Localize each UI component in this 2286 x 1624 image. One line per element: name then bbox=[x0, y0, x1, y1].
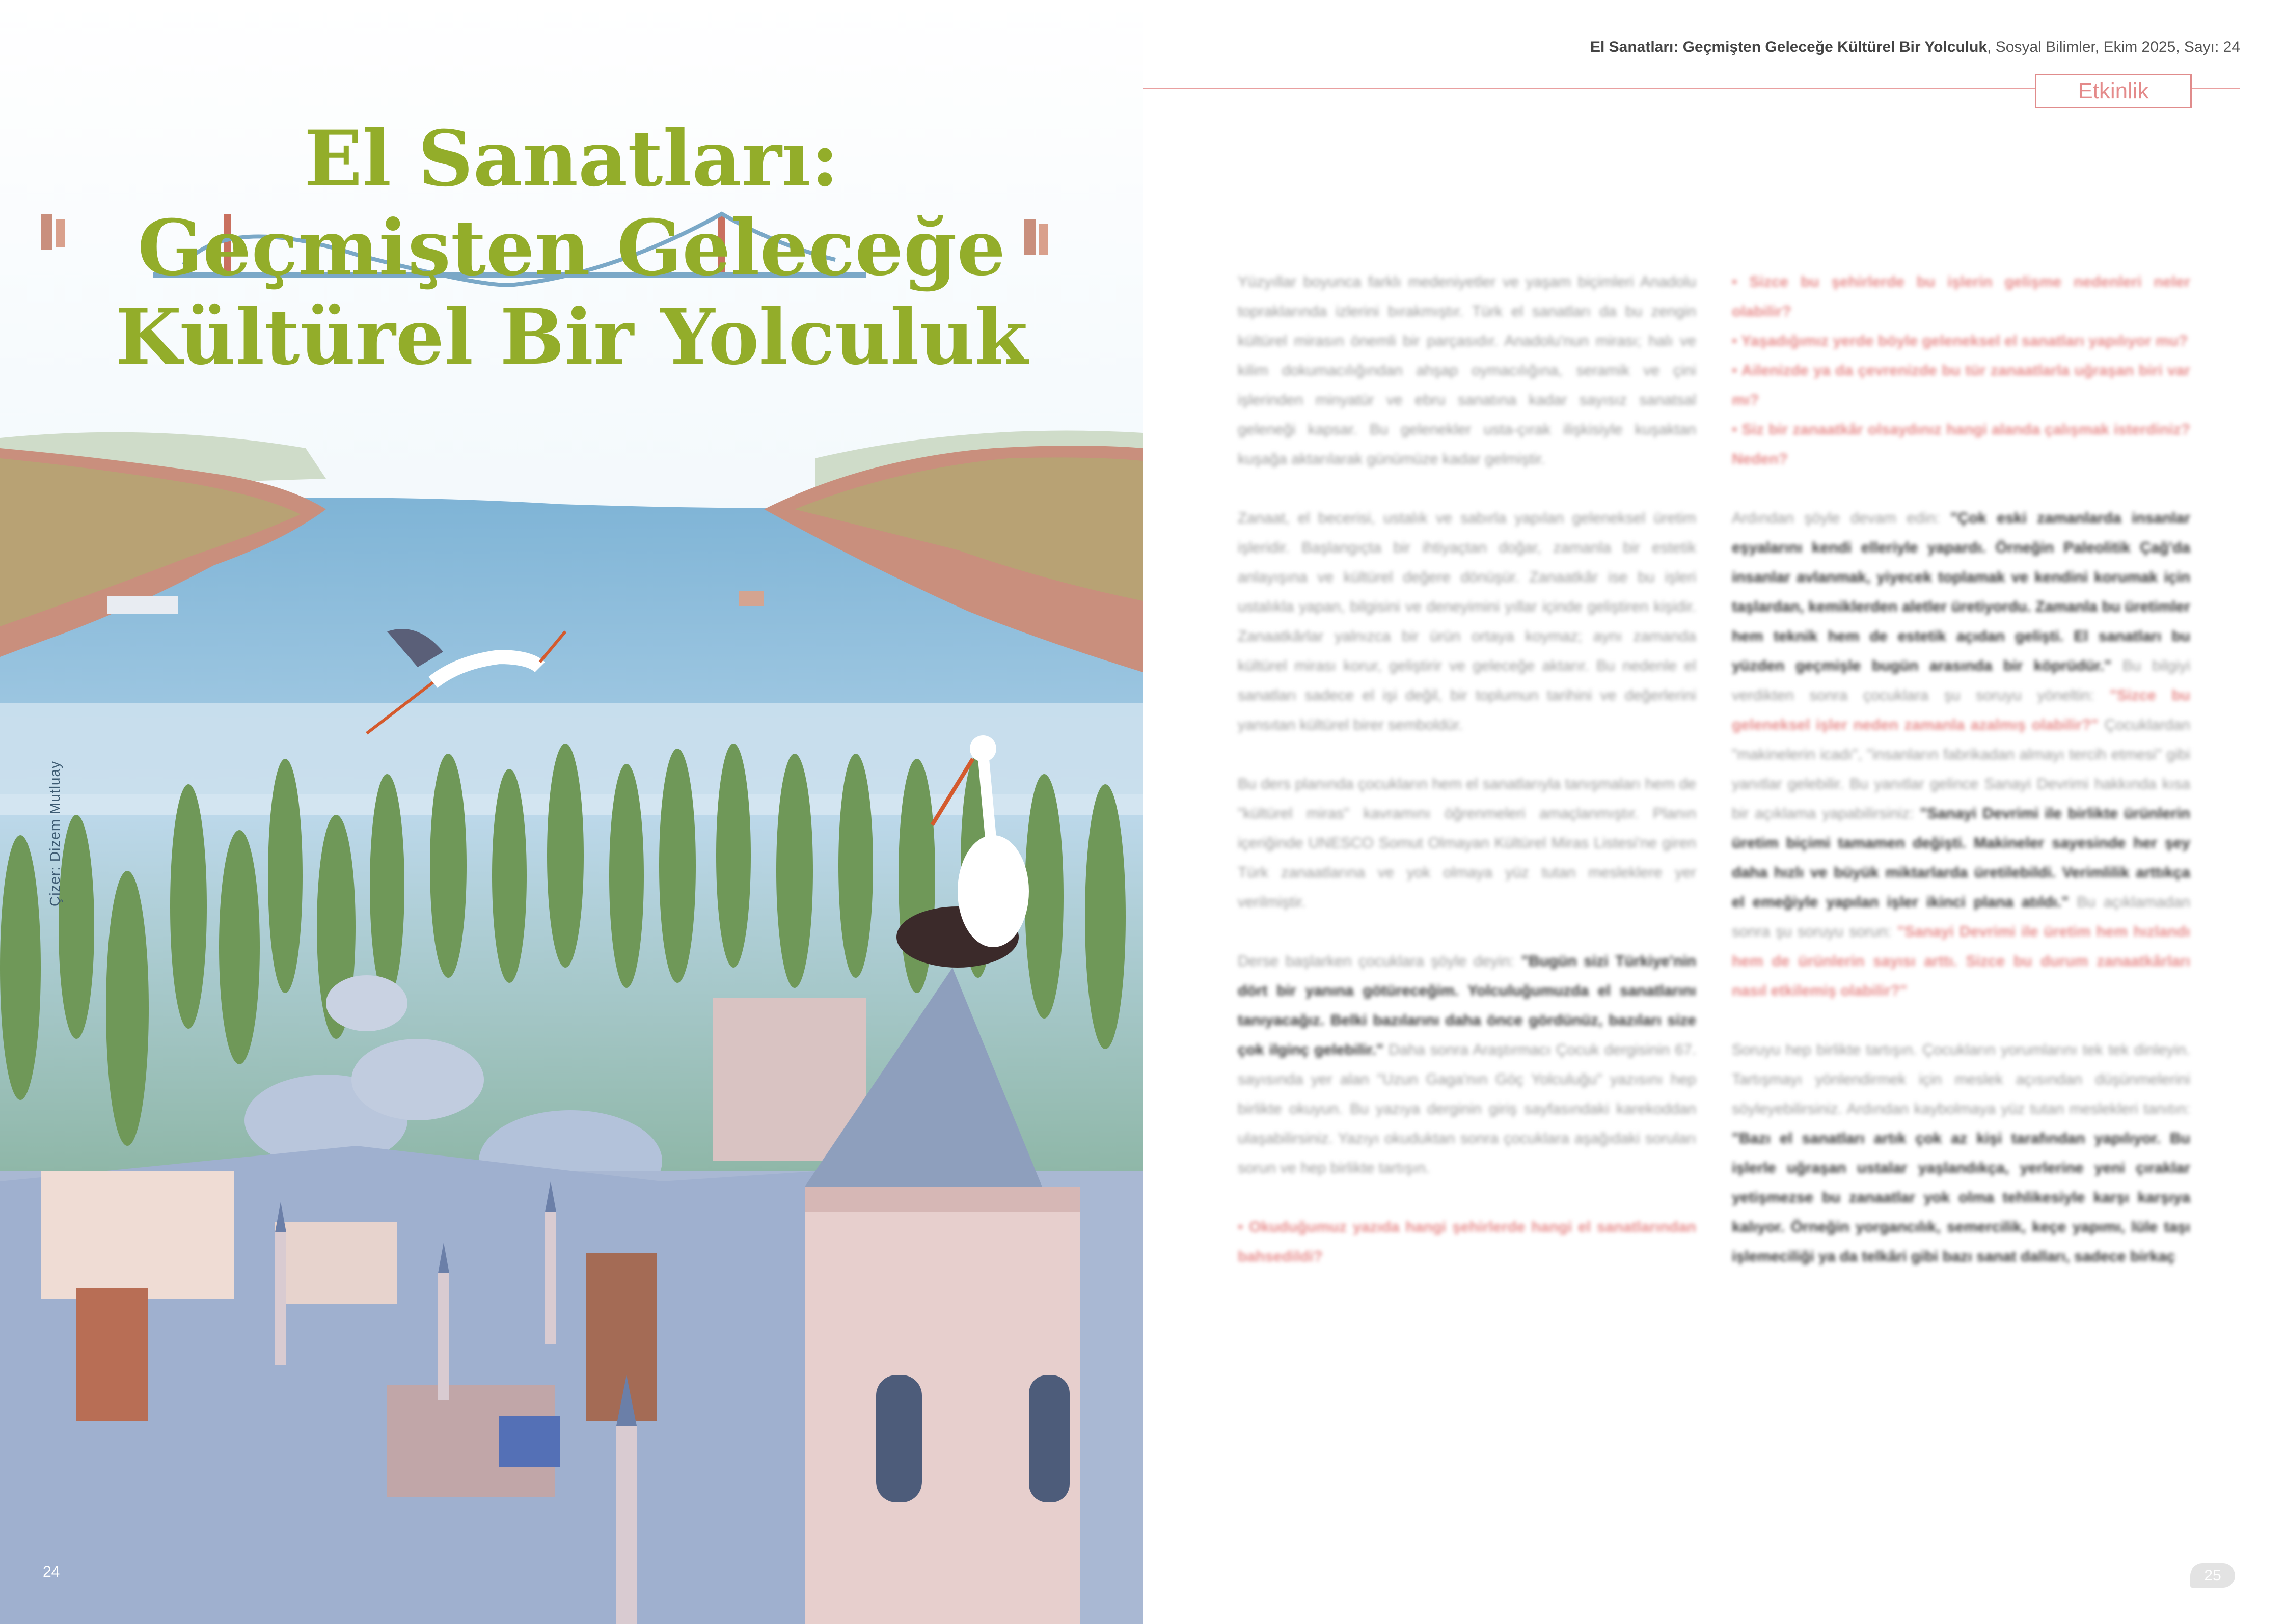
question-item: • Siz bir zanaatkâr olsaydınız hangi alanda çalışmak isterdiniz? Neden? bbox=[1732, 421, 2190, 467]
paragraph: Zanaat, el becerisi, ustalık ve sabırla yapılan geleneksel üretim işleridir. Başlangıçta bir ihtiyaçtan doğar, zamanla bir estetik anlayışına ve kültürel değere dönüşür. Zanaatkâr ise bu işleri ustalıkla yapan, bilgisini ve deneyimini yıllar içinde geliştiren kişidir. Zanaatkârlar yalnızca bir ürün ortaya koymaz; aynı zamanda kültürel mirası korur, geliştirir ve geleceğe aktarır. Bu nedenle el sanatları sadece el işi değil, bir toplumun tarihini ve değerlerini yansıtan kültürel birer semboldür. bbox=[1238, 510, 1696, 733]
title-line-2: Geçmişten Geleceğe bbox=[137, 203, 1006, 293]
title-line-1: El Sanatları: bbox=[304, 114, 839, 204]
paragraph-question: "Sanayi Devrimi ile üretim hem hızlandı hem de ürünlerin sayısı arttı. Sizce bu durum zanaatkârları nasıl etkilemiş olabilir?" bbox=[1732, 923, 2190, 999]
paragraph-quote: "Çok eski zamanlarda insanlar eşyalarını kendi elleriyle yapardı. Örneğin Paleolitik Çağ'da insanlar avlanmak, yiyecek toplamak ve kendini korumak için taşlardan, kemiklerden aletler üretiyordu. Zamanla bu üretimler hem teknik hem de estetik açıdan gelişti. El sanatları bu yüzden geçmişle bugün arasında bir köprüdür." bbox=[1732, 510, 2190, 674]
question-item: • Sizce bu şehirlerde bu işlerin gelişme nedenleri neler olabilir? bbox=[1732, 273, 2190, 320]
illustrator-credit: Çizer: Dizem Mutluay bbox=[47, 760, 63, 906]
question-item: • Ailenizde ya da çevrenizde bu tür zanaatlarla uğraşan biri var mı? bbox=[1732, 362, 2190, 408]
paragraph-text: Çocuklardan "makinelerin icadı", "insanların fabrikadan almayı tercih etmesi" gibi yanıtlar gelebilir. Bu yanıtlar gelince Sanayi Devrimi hakkında kısa bir açıklama yapabilirsiniz: bbox=[1732, 717, 2190, 822]
paragraph bbox=[1732, 1035, 2190, 1272]
text-column-2 bbox=[1732, 267, 2190, 1301]
page-number-right: 25 bbox=[2190, 1563, 2235, 1588]
running-title-bold: El Sanatları: Geçmişten Geleceğe Kültürel Bir Yolculuk bbox=[1590, 39, 1988, 56]
page-number-left: 24 bbox=[43, 1563, 60, 1580]
paragraph: Bu ders planında çocukların hem el sanatlarıyla tanışmaları hem de "kültürel miras" kavramını öğrenmeleri amaçlanmıştır. Planın içeriğinde UNESCO Somut Olmayan Kültürel Miras Listesi'ne giren Türk zanaatlarına ve yok olmaya yüz tutan mesleklere yer verilmiştir. bbox=[1238, 776, 1696, 911]
text-column-1 bbox=[1238, 267, 1696, 1301]
paragraph-text: Soruyu hep birlikte tartışın. Çocukların yorumlarını tek tek dinleyin. Tartışmayı yönlendirmek için meslek açısından düşünmelerini söyleyebilirsiniz. Ardından kaybolmaya yüz tutan meslekleri tanıtın: bbox=[1732, 1041, 2190, 1117]
paragraph-text: Bu açıklamadan sonra şu soruyu sorun: bbox=[1732, 894, 2190, 940]
paragraph: Yüzyıllar boyunca farklı medeniyetler ve yaşam biçimleri Anadolu topraklarında izlerini bırakmıştır. Türk el sanatları da bu zengin kültürel mirasın önemli bir parçasıdır. Anadolu'nun mirası; halı ve kilim dokumacılığından ahşap oymacılığına, seramik ve çini işlerinden minyatür ve ebru sanatına kadar sayısız sanatsal geleneği kapsar. Bu gelenekler usta-çırak ilişkisiyle kuşaktan kuşağa aktarılarak günümüze kadar gelmiştir. bbox=[1238, 273, 1696, 467]
paragraph-quote: "Bazı el sanatları artık çok az kişi tarafından yapılıyor. Bu işlerle uğraşan ustalar yaşlandıkça, yerlerine yeni çıraklar yetişmezse bu zanaatlar yok olma tehlikesiyle karşı karşıya kalıyor. Örneğin yorgancılık, semercilik, keçe yapımı, lüle taşı işlemeciliği ya da telkâri gibi bazı sanat dalları, sadece birkaç bbox=[1732, 1130, 2190, 1265]
question-item: • Yaşadığımız yerde böyle geleneksel el sanatları yapılıyor mu? bbox=[1732, 333, 2188, 349]
paragraph-quote: "Sanayi Devrimi ile birlikte ürünlerin üretim biçimi tamamen değişti. Makineler sayesinde her şey daha hızlı ve büyük miktarlarda üretilebildi. Verimlilik arttıkça el emeğiyle yapılan işler ikinci plana atıldı." bbox=[1732, 805, 2190, 911]
paragraph bbox=[1238, 947, 1696, 1183]
paragraph-question: "Sizce bu geleneksel işler neden zamanla azalmış olabilir?" bbox=[1732, 687, 2190, 733]
title-line-3: Kültürel Bir Yolculuk bbox=[115, 292, 1028, 382]
paragraph-quote: "Bugün sizi Türkiye'nin dört bir yanına götüreceğim. Yolculuğumuzda el sanatlarını tanıyacağız. Belki bazılarını daha önce gördünüz, bazıları size çok ilginç gelebilir." bbox=[1238, 953, 1696, 1058]
paragraph-text: Daha sonra Araştırmacı Çocuk dergisinin 67. sayısında yer alan "Uzun Gaga'nın Göç Yolculuğu" yazısını hep birlikte okuyun. Bu yazıya derginin giriş sayfasındaki karekoddan ulaşabilirsiniz. Yazıyı okuduktan sonra çocuklara aşağıdaki soruları sorun ve hep birlikte tartışın. bbox=[1238, 1041, 1696, 1176]
question-item: • Okuduğumuz yazıda hangi şehirlerde hangi el sanatlarından bahsedildi? bbox=[1238, 1219, 1696, 1265]
paragraph-text: Bu bilgiyi verdikten sonra çocuklara şu soruyu yöneltin: bbox=[1732, 657, 2190, 704]
running-header bbox=[1590, 39, 2240, 56]
running-title-rest: , Sosyal Bilimler, Ekim 2025, Sayı: 24 bbox=[1987, 39, 2240, 56]
paragraph-text: Derse başlarken çocuklara şöyle deyin: bbox=[1238, 953, 1521, 970]
section-tag: Etkinlik bbox=[2035, 74, 2192, 108]
paragraph bbox=[1732, 504, 2190, 1006]
paragraph-text: Ardından şöyle devam edin: bbox=[1732, 510, 1950, 527]
